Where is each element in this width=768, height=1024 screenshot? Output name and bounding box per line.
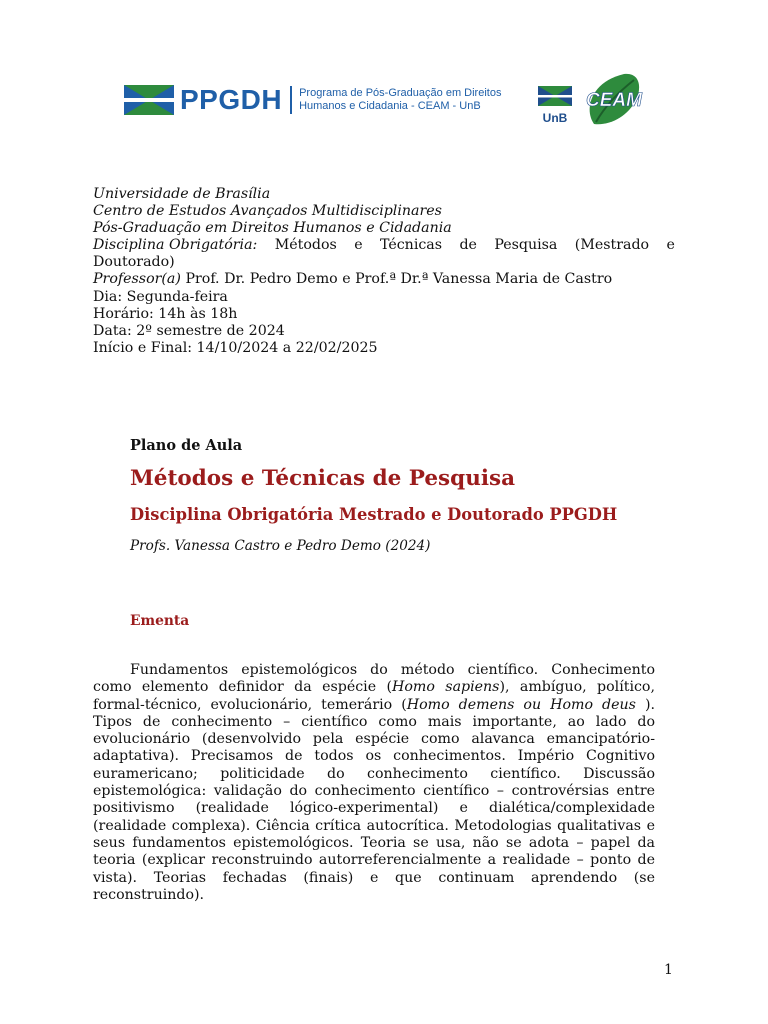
ceam-logo xyxy=(580,70,644,128)
discipline-word: e xyxy=(354,237,363,254)
ementa-text: ). Tipos de conhecimento – científico como mais importante, ao lado do evolucionário (desenvolvido pela espécie como alavanca emancipatório-adaptativa). Precisamos de todos os conhecimentos. Império Cognitivo euramericano; politicidade do conhecimento científico. Discussão epistemológica: validação do conhecimento científico – controvérsias entre positivismo (realidade lógico-experimental) e dialética/complexidade (realidade complexa). Ciência crítica autocrítica. Metodologias qualitativas e seus fundamentos epistemológicos. Teoria se usa, não se adota – papel da teoria (explicar reconstruindo autorreferencialmente a realidade – ponto de vista). Teorias fechadas (finais) e que continuam aprendendo (se reconstruindo). xyxy=(93,696,655,903)
ppgdh-emblem-icon xyxy=(124,85,174,115)
ementa-italic: Homo sapiens xyxy=(392,679,500,696)
unb-logo xyxy=(538,86,572,125)
plan-heading: Plano de Aula xyxy=(130,437,243,454)
professor-line xyxy=(93,271,675,288)
ementa-text: Fundamentos epistemológicos do método científico. Conhecimento como elemento definidor da espécie ( xyxy=(93,662,655,696)
university-name: Universidade de Brasília xyxy=(93,186,271,202)
ementa-italic: Homo demens ou Homo deus xyxy=(406,696,636,713)
ppgdh-logo xyxy=(124,84,501,116)
page-number: 1 xyxy=(664,962,673,978)
discipline-word: de xyxy=(459,237,477,254)
discipline-label: Disciplina Obrigatória: xyxy=(93,237,258,254)
program-name: Pós-Graduação em Direitos Humanos e Cidadania xyxy=(93,220,452,237)
professor-value: Prof. Dr. Pedro Demo e Prof.ª Dr.ª Vanessa Maria de Castro xyxy=(180,271,613,288)
ementa-paragraph xyxy=(93,662,655,904)
ppgdh-subtitle-line1: Programa de Pós-Graduação em Direitos xyxy=(299,87,502,99)
course-title: Métodos e Técnicas de Pesquisa xyxy=(130,466,516,491)
ppgdh-subtitle-line2: Humanos e Cidadania - CEAM - UnB xyxy=(299,100,481,112)
professor-label: Professor(a) xyxy=(93,271,181,288)
course-professors: Profs. Vanessa Castro e Pedro Demo (2024) xyxy=(130,538,431,554)
unb-emblem-icon xyxy=(538,86,572,106)
ementa-text: ), ambíguo, político, formal-técnico, evolucionário, temerário ( xyxy=(93,679,655,713)
schedule-line: Horário: 14h às 18h xyxy=(93,305,238,322)
discipline-word: Técnicas xyxy=(379,237,443,254)
day-line: Dia: Segunda-feira xyxy=(93,288,228,305)
ceam-leaf-icon xyxy=(580,70,644,128)
ppgdh-logo-subtitle xyxy=(299,87,501,113)
discipline-word: e xyxy=(666,237,675,254)
center-name: Centro de Estudos Avançados Multidisciplinares xyxy=(93,203,442,220)
period-line: Início e Final: 14/10/2024 a 22/02/2025 xyxy=(93,339,378,356)
semester-line: Data: 2º semestre de 2024 xyxy=(93,322,285,339)
discipline-continuation: Doutorado) xyxy=(93,254,175,271)
discipline-line xyxy=(93,237,675,254)
discipline-word: Pesquisa xyxy=(494,237,558,254)
ceam-logo-text: CEAM xyxy=(586,90,642,111)
institution-block xyxy=(93,186,675,357)
unb-logo-text: UnB xyxy=(542,111,568,125)
course-subtitle: Disciplina Obrigatória Mestrado e Doutorado PPGDH xyxy=(130,505,618,524)
discipline-word: Métodos xyxy=(274,237,337,254)
ppgdh-logo-text: PPGDH xyxy=(180,84,283,115)
ementa-heading: Ementa xyxy=(130,613,190,629)
logo-divider xyxy=(290,86,292,114)
discipline-word: (Mestrado xyxy=(574,237,650,254)
